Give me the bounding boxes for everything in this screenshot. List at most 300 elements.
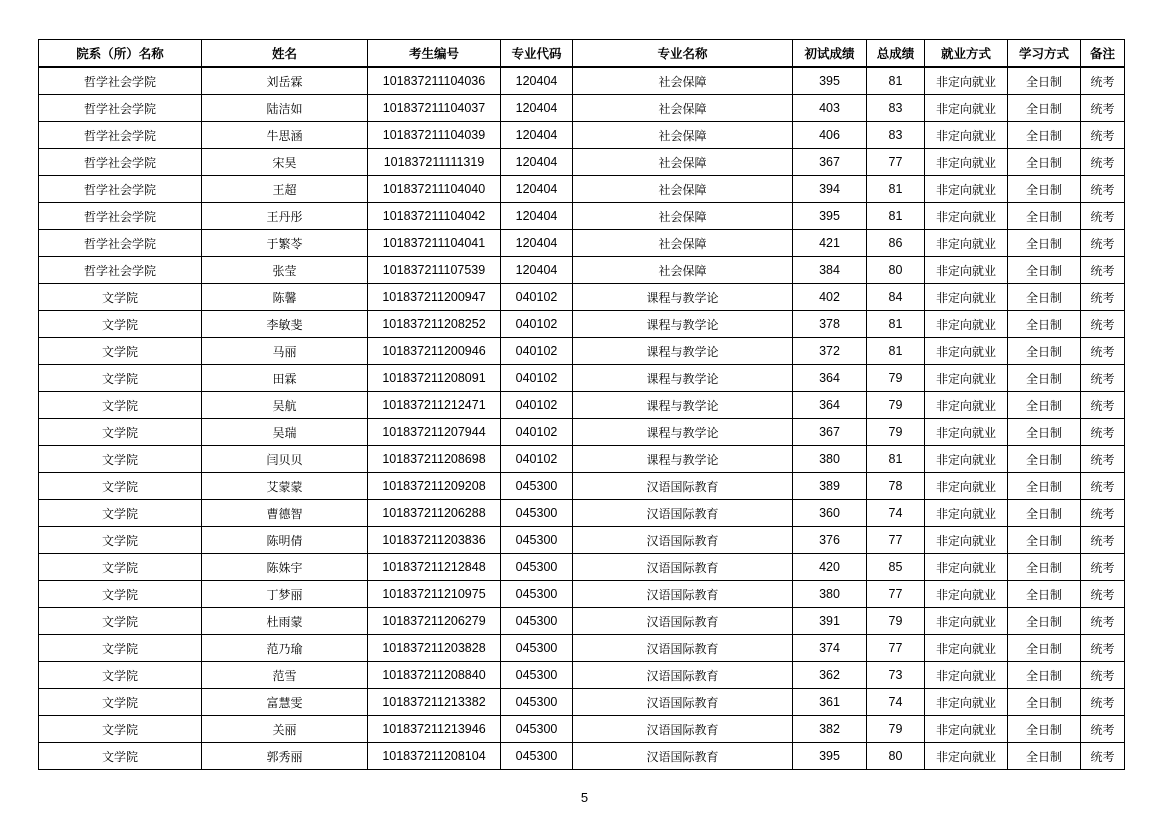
employment-type-cell: 非定向就业 bbox=[925, 500, 1008, 527]
remarks-cell: 统考 bbox=[1081, 203, 1125, 230]
header-total-score: 总成绩 bbox=[867, 40, 925, 68]
header-remarks: 备注 bbox=[1081, 40, 1125, 68]
name-cell: 杜雨蒙 bbox=[202, 608, 368, 635]
table-header bbox=[39, 40, 1125, 68]
name-cell: 吴瑞 bbox=[202, 419, 368, 446]
total-score-cell: 83 bbox=[867, 122, 925, 149]
remarks-cell: 统考 bbox=[1081, 230, 1125, 257]
major-code-cell: 040102 bbox=[501, 446, 573, 473]
employment-type-cell: 非定向就业 bbox=[925, 311, 1008, 338]
table-row bbox=[39, 67, 1125, 95]
name-cell: 艾蒙蒙 bbox=[202, 473, 368, 500]
name-cell: 陆洁如 bbox=[202, 95, 368, 122]
table-row bbox=[39, 338, 1125, 365]
study-mode-cell: 全日制 bbox=[1008, 554, 1081, 581]
major-code-cell: 040102 bbox=[501, 338, 573, 365]
table-row bbox=[39, 149, 1125, 176]
major-code-cell: 045300 bbox=[501, 500, 573, 527]
table-row bbox=[39, 581, 1125, 608]
major-name-cell: 课程与教学论 bbox=[573, 419, 793, 446]
total-score-cell: 80 bbox=[867, 257, 925, 284]
table-row bbox=[39, 203, 1125, 230]
total-score-cell: 77 bbox=[867, 149, 925, 176]
study-mode-cell: 全日制 bbox=[1008, 67, 1081, 95]
name-cell: 丁梦丽 bbox=[202, 581, 368, 608]
initial-score-cell: 403 bbox=[793, 95, 867, 122]
department-cell: 文学院 bbox=[39, 527, 202, 554]
page-number: 5 bbox=[580, 790, 589, 805]
total-score-cell: 83 bbox=[867, 95, 925, 122]
remarks-cell: 统考 bbox=[1081, 392, 1125, 419]
name-cell: 曹德智 bbox=[202, 500, 368, 527]
employment-type-cell: 非定向就业 bbox=[925, 662, 1008, 689]
study-mode-cell: 全日制 bbox=[1008, 419, 1081, 446]
table-body bbox=[39, 67, 1125, 770]
remarks-cell: 统考 bbox=[1081, 689, 1125, 716]
table-row bbox=[39, 230, 1125, 257]
total-score-cell: 79 bbox=[867, 365, 925, 392]
initial-score-cell: 374 bbox=[793, 635, 867, 662]
header-name: 姓名 bbox=[202, 40, 368, 68]
major-code-cell: 045300 bbox=[501, 473, 573, 500]
major-name-cell: 汉语国际教育 bbox=[573, 743, 793, 770]
department-cell: 哲学社会学院 bbox=[39, 122, 202, 149]
study-mode-cell: 全日制 bbox=[1008, 500, 1081, 527]
department-cell: 文学院 bbox=[39, 284, 202, 311]
exam-id-cell: 101837211208698 bbox=[368, 446, 501, 473]
total-score-cell: 79 bbox=[867, 392, 925, 419]
exam-id-cell: 101837211208091 bbox=[368, 365, 501, 392]
major-code-cell: 045300 bbox=[501, 743, 573, 770]
major-name-cell: 课程与教学论 bbox=[573, 311, 793, 338]
exam-id-cell: 101837211104039 bbox=[368, 122, 501, 149]
table-row bbox=[39, 284, 1125, 311]
department-cell: 文学院 bbox=[39, 689, 202, 716]
department-cell: 文学院 bbox=[39, 635, 202, 662]
major-name-cell: 汉语国际教育 bbox=[573, 527, 793, 554]
table-row bbox=[39, 635, 1125, 662]
remarks-cell: 统考 bbox=[1081, 338, 1125, 365]
name-cell: 宋昊 bbox=[202, 149, 368, 176]
remarks-cell: 统考 bbox=[1081, 500, 1125, 527]
table-row bbox=[39, 473, 1125, 500]
remarks-cell: 统考 bbox=[1081, 95, 1125, 122]
name-cell: 王超 bbox=[202, 176, 368, 203]
study-mode-cell: 全日制 bbox=[1008, 392, 1081, 419]
major-name-cell: 汉语国际教育 bbox=[573, 689, 793, 716]
name-cell: 于繁苓 bbox=[202, 230, 368, 257]
major-code-cell: 120404 bbox=[501, 257, 573, 284]
department-cell: 文学院 bbox=[39, 473, 202, 500]
name-cell: 范雪 bbox=[202, 662, 368, 689]
remarks-cell: 统考 bbox=[1081, 527, 1125, 554]
major-name-cell: 社会保障 bbox=[573, 257, 793, 284]
header-study-mode: 学习方式 bbox=[1008, 40, 1081, 68]
initial-score-cell: 421 bbox=[793, 230, 867, 257]
exam-id-cell: 101837211203828 bbox=[368, 635, 501, 662]
major-code-cell: 040102 bbox=[501, 311, 573, 338]
major-name-cell: 汉语国际教育 bbox=[573, 500, 793, 527]
remarks-cell: 统考 bbox=[1081, 554, 1125, 581]
initial-score-cell: 394 bbox=[793, 176, 867, 203]
major-code-cell: 120404 bbox=[501, 149, 573, 176]
header-employment-type: 就业方式 bbox=[925, 40, 1008, 68]
remarks-cell: 统考 bbox=[1081, 149, 1125, 176]
initial-score-cell: 376 bbox=[793, 527, 867, 554]
study-mode-cell: 全日制 bbox=[1008, 608, 1081, 635]
initial-score-cell: 406 bbox=[793, 122, 867, 149]
initial-score-cell: 384 bbox=[793, 257, 867, 284]
employment-type-cell: 非定向就业 bbox=[925, 122, 1008, 149]
employment-type-cell: 非定向就业 bbox=[925, 149, 1008, 176]
study-mode-cell: 全日制 bbox=[1008, 149, 1081, 176]
table-row bbox=[39, 122, 1125, 149]
major-name-cell: 社会保障 bbox=[573, 176, 793, 203]
major-name-cell: 汉语国际教育 bbox=[573, 608, 793, 635]
exam-id-cell: 101837211200947 bbox=[368, 284, 501, 311]
exam-id-cell: 101837211212471 bbox=[368, 392, 501, 419]
exam-id-cell: 101837211200946 bbox=[368, 338, 501, 365]
major-code-cell: 045300 bbox=[501, 581, 573, 608]
total-score-cell: 81 bbox=[867, 203, 925, 230]
major-code-cell: 045300 bbox=[501, 716, 573, 743]
employment-type-cell: 非定向就业 bbox=[925, 365, 1008, 392]
employment-type-cell: 非定向就业 bbox=[925, 95, 1008, 122]
name-cell: 陈馨 bbox=[202, 284, 368, 311]
name-cell: 王丹彤 bbox=[202, 203, 368, 230]
major-name-cell: 汉语国际教育 bbox=[573, 635, 793, 662]
header-row bbox=[39, 40, 1125, 68]
exam-id-cell: 101837211209208 bbox=[368, 473, 501, 500]
department-cell: 文学院 bbox=[39, 743, 202, 770]
department-cell: 哲学社会学院 bbox=[39, 149, 202, 176]
total-score-cell: 85 bbox=[867, 554, 925, 581]
remarks-cell: 统考 bbox=[1081, 743, 1125, 770]
major-code-cell: 120404 bbox=[501, 176, 573, 203]
department-cell: 文学院 bbox=[39, 500, 202, 527]
exam-id-cell: 101837211212848 bbox=[368, 554, 501, 581]
total-score-cell: 84 bbox=[867, 284, 925, 311]
total-score-cell: 81 bbox=[867, 338, 925, 365]
major-name-cell: 课程与教学论 bbox=[573, 392, 793, 419]
exam-id-cell: 101837211206279 bbox=[368, 608, 501, 635]
exam-id-cell: 101837211208104 bbox=[368, 743, 501, 770]
table-row bbox=[39, 365, 1125, 392]
study-mode-cell: 全日制 bbox=[1008, 230, 1081, 257]
total-score-cell: 74 bbox=[867, 689, 925, 716]
total-score-cell: 81 bbox=[867, 67, 925, 95]
major-name-cell: 课程与教学论 bbox=[573, 284, 793, 311]
department-cell: 哲学社会学院 bbox=[39, 257, 202, 284]
exam-id-cell: 101837211111319 bbox=[368, 149, 501, 176]
major-name-cell: 汉语国际教育 bbox=[573, 581, 793, 608]
remarks-cell: 统考 bbox=[1081, 176, 1125, 203]
name-cell: 关丽 bbox=[202, 716, 368, 743]
exam-id-cell: 101837211213382 bbox=[368, 689, 501, 716]
employment-type-cell: 非定向就业 bbox=[925, 392, 1008, 419]
total-score-cell: 80 bbox=[867, 743, 925, 770]
major-name-cell: 社会保障 bbox=[573, 230, 793, 257]
initial-score-cell: 380 bbox=[793, 581, 867, 608]
study-mode-cell: 全日制 bbox=[1008, 581, 1081, 608]
department-cell: 文学院 bbox=[39, 311, 202, 338]
study-mode-cell: 全日制 bbox=[1008, 176, 1081, 203]
total-score-cell: 74 bbox=[867, 500, 925, 527]
remarks-cell: 统考 bbox=[1081, 662, 1125, 689]
department-cell: 文学院 bbox=[39, 581, 202, 608]
employment-type-cell: 非定向就业 bbox=[925, 554, 1008, 581]
major-name-cell: 社会保障 bbox=[573, 149, 793, 176]
initial-score-cell: 382 bbox=[793, 716, 867, 743]
employment-type-cell: 非定向就业 bbox=[925, 257, 1008, 284]
exam-id-cell: 101837211206288 bbox=[368, 500, 501, 527]
name-cell: 李敏斐 bbox=[202, 311, 368, 338]
employment-type-cell: 非定向就业 bbox=[925, 176, 1008, 203]
major-code-cell: 045300 bbox=[501, 554, 573, 581]
employment-type-cell: 非定向就业 bbox=[925, 608, 1008, 635]
total-score-cell: 77 bbox=[867, 581, 925, 608]
total-score-cell: 77 bbox=[867, 527, 925, 554]
major-name-cell: 课程与教学论 bbox=[573, 365, 793, 392]
initial-score-cell: 380 bbox=[793, 446, 867, 473]
major-code-cell: 045300 bbox=[501, 662, 573, 689]
initial-score-cell: 389 bbox=[793, 473, 867, 500]
total-score-cell: 79 bbox=[867, 419, 925, 446]
initial-score-cell: 395 bbox=[793, 743, 867, 770]
employment-type-cell: 非定向就业 bbox=[925, 203, 1008, 230]
total-score-cell: 81 bbox=[867, 446, 925, 473]
total-score-cell: 86 bbox=[867, 230, 925, 257]
total-score-cell: 79 bbox=[867, 716, 925, 743]
remarks-cell: 统考 bbox=[1081, 311, 1125, 338]
department-cell: 文学院 bbox=[39, 662, 202, 689]
exam-id-cell: 101837211207944 bbox=[368, 419, 501, 446]
study-mode-cell: 全日制 bbox=[1008, 689, 1081, 716]
major-code-cell: 040102 bbox=[501, 392, 573, 419]
major-code-cell: 040102 bbox=[501, 365, 573, 392]
remarks-cell: 统考 bbox=[1081, 473, 1125, 500]
table-row bbox=[39, 500, 1125, 527]
header-exam-id: 考生编号 bbox=[368, 40, 501, 68]
employment-type-cell: 非定向就业 bbox=[925, 67, 1008, 95]
study-mode-cell: 全日制 bbox=[1008, 446, 1081, 473]
exam-id-cell: 101837211203836 bbox=[368, 527, 501, 554]
department-cell: 文学院 bbox=[39, 338, 202, 365]
employment-type-cell: 非定向就业 bbox=[925, 716, 1008, 743]
department-cell: 文学院 bbox=[39, 419, 202, 446]
name-cell: 马丽 bbox=[202, 338, 368, 365]
major-code-cell: 120404 bbox=[501, 95, 573, 122]
table-row bbox=[39, 689, 1125, 716]
major-name-cell: 汉语国际教育 bbox=[573, 716, 793, 743]
study-mode-cell: 全日制 bbox=[1008, 662, 1081, 689]
employment-type-cell: 非定向就业 bbox=[925, 581, 1008, 608]
name-cell: 闫贝贝 bbox=[202, 446, 368, 473]
department-cell: 哲学社会学院 bbox=[39, 67, 202, 95]
total-score-cell: 79 bbox=[867, 608, 925, 635]
total-score-cell: 73 bbox=[867, 662, 925, 689]
employment-type-cell: 非定向就业 bbox=[925, 284, 1008, 311]
major-code-cell: 120404 bbox=[501, 230, 573, 257]
major-code-cell: 045300 bbox=[501, 635, 573, 662]
name-cell: 田霖 bbox=[202, 365, 368, 392]
study-mode-cell: 全日制 bbox=[1008, 635, 1081, 662]
name-cell: 吴航 bbox=[202, 392, 368, 419]
header-major-code: 专业代码 bbox=[501, 40, 573, 68]
name-cell: 张莹 bbox=[202, 257, 368, 284]
department-cell: 文学院 bbox=[39, 446, 202, 473]
study-mode-cell: 全日制 bbox=[1008, 716, 1081, 743]
table-row bbox=[39, 662, 1125, 689]
exam-id-cell: 101837211104040 bbox=[368, 176, 501, 203]
department-cell: 文学院 bbox=[39, 392, 202, 419]
initial-score-cell: 360 bbox=[793, 500, 867, 527]
exam-id-cell: 101837211208252 bbox=[368, 311, 501, 338]
header-major-name: 专业名称 bbox=[573, 40, 793, 68]
major-code-cell: 040102 bbox=[501, 419, 573, 446]
table-row bbox=[39, 257, 1125, 284]
table-row bbox=[39, 95, 1125, 122]
admission-score-table bbox=[38, 39, 1125, 770]
initial-score-cell: 364 bbox=[793, 365, 867, 392]
major-name-cell: 汉语国际教育 bbox=[573, 554, 793, 581]
employment-type-cell: 非定向就业 bbox=[925, 635, 1008, 662]
initial-score-cell: 367 bbox=[793, 149, 867, 176]
total-score-cell: 81 bbox=[867, 311, 925, 338]
initial-score-cell: 378 bbox=[793, 311, 867, 338]
table-row bbox=[39, 311, 1125, 338]
major-name-cell: 汉语国际教育 bbox=[573, 473, 793, 500]
study-mode-cell: 全日制 bbox=[1008, 311, 1081, 338]
exam-id-cell: 101837211208840 bbox=[368, 662, 501, 689]
header-initial-score: 初试成绩 bbox=[793, 40, 867, 68]
table-row bbox=[39, 608, 1125, 635]
name-cell: 牛思涵 bbox=[202, 122, 368, 149]
initial-score-cell: 391 bbox=[793, 608, 867, 635]
initial-score-cell: 372 bbox=[793, 338, 867, 365]
initial-score-cell: 367 bbox=[793, 419, 867, 446]
exam-id-cell: 101837211107539 bbox=[368, 257, 501, 284]
employment-type-cell: 非定向就业 bbox=[925, 419, 1008, 446]
department-cell: 文学院 bbox=[39, 608, 202, 635]
initial-score-cell: 361 bbox=[793, 689, 867, 716]
major-name-cell: 课程与教学论 bbox=[573, 338, 793, 365]
major-name-cell: 社会保障 bbox=[573, 203, 793, 230]
exam-id-cell: 101837211104041 bbox=[368, 230, 501, 257]
remarks-cell: 统考 bbox=[1081, 446, 1125, 473]
total-score-cell: 77 bbox=[867, 635, 925, 662]
exam-id-cell: 101837211104036 bbox=[368, 67, 501, 95]
remarks-cell: 统考 bbox=[1081, 716, 1125, 743]
remarks-cell: 统考 bbox=[1081, 67, 1125, 95]
study-mode-cell: 全日制 bbox=[1008, 338, 1081, 365]
remarks-cell: 统考 bbox=[1081, 581, 1125, 608]
exam-id-cell: 101837211210975 bbox=[368, 581, 501, 608]
remarks-cell: 统考 bbox=[1081, 365, 1125, 392]
major-code-cell: 120404 bbox=[501, 67, 573, 95]
major-name-cell: 社会保障 bbox=[573, 122, 793, 149]
table-row bbox=[39, 176, 1125, 203]
major-code-cell: 120404 bbox=[501, 203, 573, 230]
study-mode-cell: 全日制 bbox=[1008, 473, 1081, 500]
major-code-cell: 120404 bbox=[501, 122, 573, 149]
name-cell: 富慧雯 bbox=[202, 689, 368, 716]
major-name-cell: 课程与教学论 bbox=[573, 446, 793, 473]
department-cell: 哲学社会学院 bbox=[39, 176, 202, 203]
exam-id-cell: 101837211213946 bbox=[368, 716, 501, 743]
header-department: 院系（所）名称 bbox=[39, 40, 202, 68]
initial-score-cell: 420 bbox=[793, 554, 867, 581]
employment-type-cell: 非定向就业 bbox=[925, 338, 1008, 365]
major-name-cell: 社会保障 bbox=[573, 67, 793, 95]
table-row bbox=[39, 743, 1125, 770]
study-mode-cell: 全日制 bbox=[1008, 203, 1081, 230]
employment-type-cell: 非定向就业 bbox=[925, 473, 1008, 500]
table-row bbox=[39, 554, 1125, 581]
department-cell: 哲学社会学院 bbox=[39, 203, 202, 230]
employment-type-cell: 非定向就业 bbox=[925, 527, 1008, 554]
major-code-cell: 040102 bbox=[501, 284, 573, 311]
remarks-cell: 统考 bbox=[1081, 257, 1125, 284]
name-cell: 范乃瑜 bbox=[202, 635, 368, 662]
employment-type-cell: 非定向就业 bbox=[925, 230, 1008, 257]
table-row bbox=[39, 392, 1125, 419]
name-cell: 郭秀丽 bbox=[202, 743, 368, 770]
study-mode-cell: 全日制 bbox=[1008, 743, 1081, 770]
initial-score-cell: 364 bbox=[793, 392, 867, 419]
initial-score-cell: 395 bbox=[793, 203, 867, 230]
study-mode-cell: 全日制 bbox=[1008, 284, 1081, 311]
study-mode-cell: 全日制 bbox=[1008, 527, 1081, 554]
department-cell: 文学院 bbox=[39, 554, 202, 581]
remarks-cell: 统考 bbox=[1081, 419, 1125, 446]
remarks-cell: 统考 bbox=[1081, 608, 1125, 635]
major-name-cell: 社会保障 bbox=[573, 95, 793, 122]
major-code-cell: 045300 bbox=[501, 689, 573, 716]
major-name-cell: 汉语国际教育 bbox=[573, 662, 793, 689]
name-cell: 陈姝宇 bbox=[202, 554, 368, 581]
department-cell: 哲学社会学院 bbox=[39, 95, 202, 122]
table-row bbox=[39, 527, 1125, 554]
initial-score-cell: 395 bbox=[793, 67, 867, 95]
study-mode-cell: 全日制 bbox=[1008, 365, 1081, 392]
table-row bbox=[39, 446, 1125, 473]
name-cell: 刘岳霖 bbox=[202, 67, 368, 95]
department-cell: 文学院 bbox=[39, 716, 202, 743]
study-mode-cell: 全日制 bbox=[1008, 95, 1081, 122]
study-mode-cell: 全日制 bbox=[1008, 122, 1081, 149]
exam-id-cell: 101837211104042 bbox=[368, 203, 501, 230]
initial-score-cell: 362 bbox=[793, 662, 867, 689]
total-score-cell: 81 bbox=[867, 176, 925, 203]
exam-id-cell: 101837211104037 bbox=[368, 95, 501, 122]
department-cell: 文学院 bbox=[39, 365, 202, 392]
initial-score-cell: 402 bbox=[793, 284, 867, 311]
remarks-cell: 统考 bbox=[1081, 635, 1125, 662]
table-row bbox=[39, 419, 1125, 446]
major-code-cell: 045300 bbox=[501, 608, 573, 635]
major-code-cell: 045300 bbox=[501, 527, 573, 554]
employment-type-cell: 非定向就业 bbox=[925, 446, 1008, 473]
employment-type-cell: 非定向就业 bbox=[925, 743, 1008, 770]
remarks-cell: 统考 bbox=[1081, 284, 1125, 311]
remarks-cell: 统考 bbox=[1081, 122, 1125, 149]
department-cell: 哲学社会学院 bbox=[39, 230, 202, 257]
total-score-cell: 78 bbox=[867, 473, 925, 500]
study-mode-cell: 全日制 bbox=[1008, 257, 1081, 284]
name-cell: 陈明倩 bbox=[202, 527, 368, 554]
table-row bbox=[39, 716, 1125, 743]
